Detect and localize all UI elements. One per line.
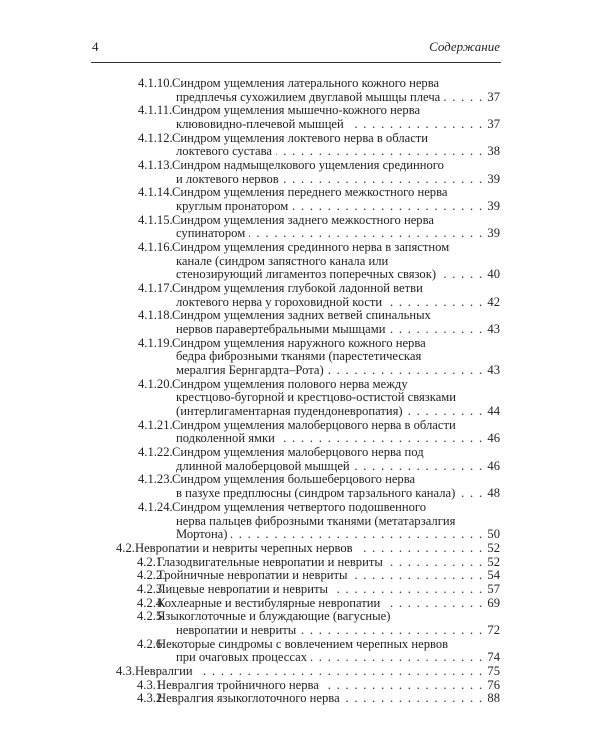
leader-dots [332, 583, 483, 597]
toc-entry-title: бедра фиброзными тканями (парестетическая [176, 349, 422, 364]
toc-entry-line [176, 391, 500, 405]
toc-entry-title: (интерлигаментарная пудендоневропатия) [176, 404, 403, 419]
toc-entry-line [172, 473, 500, 487]
toc-entry[interactable] [0, 159, 600, 186]
toc-entry-line [172, 419, 500, 433]
toc-entry[interactable] [0, 665, 600, 679]
toc-entry-title: канале (синдром запястного канала или [176, 253, 389, 268]
toc-entry-line [176, 145, 500, 159]
leader-dots [440, 268, 483, 282]
toc-entry-line [172, 159, 500, 173]
toc-entry[interactable] [0, 214, 600, 241]
toc-entry-title: стенозирующий лигаментоз поперечных связок) [176, 267, 437, 282]
toc-entry-title: локтевого сустава [176, 144, 273, 159]
toc-entry-page: 74 [487, 650, 500, 665]
leader-dots [386, 296, 483, 310]
toc-entry-page: 39 [487, 226, 500, 241]
toc-entry-number: 4.1.13. [138, 158, 173, 173]
toc-entry-title: Синдром ущемления переднего межкостного нерва [172, 185, 448, 200]
toc-entry-line [176, 364, 500, 378]
toc-entry-title: Синдром ущемления срединного нерва в запястном [172, 240, 450, 255]
toc-entry[interactable] [0, 638, 600, 665]
toc-entry-page: 37 [487, 117, 500, 132]
toc-entry-number: 4.1.16. [138, 240, 173, 255]
toc-entry[interactable] [0, 473, 600, 500]
toc-entry-page: 44 [487, 404, 500, 419]
toc-entry-line [157, 597, 500, 611]
toc-entry-title: Кохлеарные и вестибулярные невропатии [157, 595, 381, 610]
toc-entry-line [176, 268, 500, 282]
toc-entry[interactable] [0, 542, 600, 556]
leader-dots [351, 569, 483, 583]
leader-dots [387, 556, 484, 570]
toc-entry-number: 4.1.17. [138, 281, 173, 296]
toc-entry-line [172, 186, 500, 200]
toc-entry-line [176, 227, 500, 241]
toc-entry-line [176, 405, 500, 419]
toc-entry-line [176, 255, 500, 269]
toc-entry-line [172, 378, 500, 392]
toc-entry-line [172, 214, 500, 228]
toc-entry-title: Синдром ущемления большеберцового нерва [172, 472, 416, 487]
leader-dots [407, 405, 484, 419]
toc-entry[interactable] [0, 186, 600, 213]
page-number: 4 [92, 39, 99, 54]
toc-entry[interactable] [0, 501, 600, 542]
toc-entry-line [176, 200, 500, 214]
toc-entry-page: 52 [487, 554, 500, 569]
toc-entry-title: Невропатии и невриты черепных нервов [135, 540, 353, 555]
toc-entry-line [135, 665, 500, 679]
toc-entry-title: Синдром ущемления полового нерва между [172, 376, 408, 391]
toc-entry-number: 4.1.18. [138, 308, 173, 323]
toc-entry-line [176, 515, 500, 529]
toc-entry[interactable] [0, 241, 600, 282]
toc-entry-page: 46 [487, 458, 500, 473]
toc-entry[interactable] [0, 282, 600, 309]
toc-entry[interactable] [0, 679, 600, 693]
toc-entry-line [176, 118, 500, 132]
toc-entry-title: Синдром ущемления локтевого нерва в области [172, 130, 429, 145]
toc-entry[interactable] [0, 77, 600, 104]
toc-entry-page: 52 [487, 540, 500, 555]
toc-entry-number: 4.1.14. [138, 185, 173, 200]
toc-entry-title: локтевого нерва у гороховидной кости [176, 294, 383, 309]
toc-entry-number: 4.2.6. [137, 636, 166, 651]
toc-entry[interactable] [0, 597, 600, 611]
toc-entry-line [135, 542, 500, 556]
toc-entry-title: крестцово-бугорной и крестцово-остистой связками [176, 390, 457, 405]
toc-entry[interactable] [0, 309, 600, 336]
toc-entry-line [176, 624, 500, 638]
toc-entry-line [176, 296, 500, 310]
header-rule [91, 62, 501, 63]
toc-entry-line [172, 104, 500, 118]
toc-entry-line [157, 679, 500, 693]
toc-entry-title: Лицевые невропатии и невриты [157, 581, 328, 596]
toc-entry-line [157, 638, 500, 652]
toc-entry-number: 4.2. [116, 540, 135, 555]
table-of-contents [0, 77, 600, 706]
toc-entry[interactable] [0, 104, 600, 131]
toc-entry-number: 4.1.11. [138, 103, 173, 118]
toc-entry-line [157, 610, 500, 624]
toc-entry-title: Синдром ущемления задних ветвей спинальных [172, 308, 431, 323]
toc-entry-title: Синдром ущемления заднего межкостного нерва [172, 212, 434, 227]
toc-entry-title: невропатии и невриты [176, 622, 297, 637]
toc-entry[interactable] [0, 378, 600, 419]
toc-entry-page: 46 [487, 431, 500, 446]
toc-entry-page: 39 [487, 171, 500, 186]
leader-dots [283, 173, 484, 187]
toc-entry-page: 40 [487, 267, 500, 282]
toc-entry-title: Глазодвигательные невропатии и невриты [157, 554, 383, 569]
toc-entry-line [172, 132, 500, 146]
leader-dots [311, 651, 483, 665]
leader-dots [357, 542, 484, 556]
toc-entry-title: Синдром ущемления малоберцового нерва под [172, 445, 424, 460]
toc-entry-page: 54 [487, 568, 500, 583]
toc-entry-number: 4.1.23. [138, 472, 173, 487]
toc-entry-page: 43 [487, 322, 500, 337]
toc-entry-title: Языкоглоточные и блуждающие (вагусные) [157, 609, 391, 624]
toc-entry-number: 4.1.15. [138, 212, 173, 227]
toc-entry-number: 4.1.19. [138, 335, 173, 350]
toc-entry-page: 37 [487, 89, 500, 104]
toc-entry-page: 43 [487, 363, 500, 378]
toc-entry-page: 76 [487, 677, 500, 692]
toc-entry-title: Синдром ущемления мышечно-кожного нерва [172, 103, 421, 118]
toc-entry[interactable] [0, 610, 600, 637]
toc-entry-line [157, 692, 500, 706]
toc-entry-title: при очаговых процессах [176, 650, 308, 665]
toc-entry-number: 4.3.1. [137, 677, 166, 692]
toc-entry-number: 4.2.1. [137, 554, 166, 569]
toc-entry[interactable] [0, 337, 600, 378]
toc-entry-title: длинной малоберцовой мышцей [176, 458, 350, 473]
toc-entry-line [176, 350, 500, 364]
leader-dots [459, 487, 483, 501]
toc-entry-line [176, 487, 500, 501]
toc-entry-line [172, 501, 500, 515]
toc-entry-line [176, 173, 500, 187]
toc-entry-line [172, 241, 500, 255]
leader-dots [300, 624, 483, 638]
toc-entry-page: 48 [487, 486, 500, 501]
toc-entry-title: Синдром ущемления малоберцового нерва в области [172, 417, 456, 432]
toc-entry-line [172, 282, 500, 296]
toc-entry-title: Синдром ущемления глубокой ладонной ветви [172, 281, 423, 296]
toc-entry-page: 39 [487, 199, 500, 214]
leader-dots [292, 200, 483, 214]
toc-entry[interactable] [0, 556, 600, 570]
leader-dots [344, 692, 484, 706]
leader-dots [249, 227, 483, 241]
toc-entry[interactable] [0, 692, 600, 706]
toc-entry-number: 4.2.2. [137, 568, 166, 583]
toc-entry-title: Невралгия языкоглоточного нерва [157, 691, 340, 706]
toc-entry-title: Мортона) [176, 527, 228, 542]
toc-entry[interactable] [0, 446, 600, 473]
leader-dots [279, 432, 484, 446]
toc-entry-line [176, 432, 500, 446]
leader-dots [444, 91, 483, 105]
leader-dots [348, 118, 484, 132]
toc-entry-page: 72 [487, 622, 500, 637]
toc-entry-number: 4.3.2. [137, 691, 166, 706]
toc-entry-title: Синдром ущемления наружного кожного нерва [172, 335, 426, 350]
toc-entry-number: 4.1.24. [138, 499, 173, 514]
toc-entry-line [157, 556, 500, 570]
running-title: Содержание [429, 39, 500, 54]
toc-entry-number: 4.1.10. [138, 76, 173, 90]
toc-entry-page: 38 [487, 144, 500, 159]
toc-entry-page: 50 [487, 527, 500, 542]
toc-entry-title: нерва пальцев фиброзными тканями (метатарзалгия [176, 513, 456, 528]
toc-entry-title: Синдром ущемления четвертого подошвенного [172, 499, 427, 514]
toc-entry-number: 4.2.4. [137, 595, 166, 610]
toc-entry-title: Тройничные невропатии и невриты [157, 568, 348, 583]
toc-entry-number: 4.1.20. [138, 376, 173, 391]
leader-dots [354, 460, 484, 474]
toc-entry-page: 57 [487, 581, 500, 596]
toc-entry-title: подколенной ямки [176, 431, 275, 446]
toc-entry-title: в пазухе предплюсны (синдром тарзального канала) [176, 486, 456, 501]
leader-dots [197, 665, 484, 679]
toc-entry[interactable] [0, 583, 600, 597]
leader-dots [323, 679, 484, 693]
toc-entry-title: Синдром ущемления латерального кожного нерва [172, 76, 440, 90]
toc-entry-title: и локтевого нервов [176, 171, 279, 186]
toc-entry-title: клювовидно-плечевой мышцей [176, 117, 344, 132]
toc-entry-line [157, 583, 500, 597]
toc-entry[interactable] [0, 132, 600, 159]
toc-entry-number: 4.2.5. [137, 609, 166, 624]
toc-entry-title: Невралгии [135, 663, 193, 678]
toc-entry-number: 4.1.12. [138, 130, 173, 145]
toc-entry-line [172, 77, 500, 91]
toc-entry-line [176, 460, 500, 474]
toc-entry-line [176, 651, 500, 665]
toc-entry-line [172, 446, 500, 460]
toc-entry-page: 42 [487, 294, 500, 309]
toc-entry-title: Синдром надмыщелкового ущемления срединного [172, 158, 444, 173]
toc-entry-number: 4.1.22. [138, 445, 173, 460]
leader-dots [389, 323, 483, 337]
toc-entry-page: 88 [487, 691, 500, 706]
toc-entry[interactable] [0, 569, 600, 583]
leader-dots [231, 528, 483, 542]
toc-entry-line [176, 91, 500, 105]
toc-entry-page: 75 [487, 663, 500, 678]
toc-entry-title: нервов паравертебральными мышцами [176, 322, 386, 337]
leader-dots [276, 145, 483, 159]
toc-entry-number: 4.2.3. [137, 581, 166, 596]
toc-entry-title: супинатором [176, 226, 246, 241]
leader-dots [384, 597, 483, 611]
toc-entry-title: мералгия Бернгардта–Рота) [176, 363, 324, 378]
toc-entry-title: круглым пронатором [176, 199, 289, 214]
toc-entry-line [172, 337, 500, 351]
toc-entry-title: Некоторые синдромы с вовлечением черепных нервов [157, 636, 449, 651]
toc-entry[interactable] [0, 419, 600, 446]
toc-entry-title: предплечья сухожилием двуглавой мышцы плеча [176, 89, 441, 104]
toc-entry-page: 69 [487, 595, 500, 610]
toc-entry-title: Невралгия тройничного нерва [157, 677, 319, 692]
toc-entry-line [157, 569, 500, 583]
toc-entry-line [176, 528, 500, 542]
leader-dots [328, 364, 484, 378]
toc-entry-number: 4.3. [116, 663, 135, 678]
toc-entry-line [176, 323, 500, 337]
toc-entry-number: 4.1.21. [138, 417, 173, 432]
toc-entry-line [172, 309, 500, 323]
